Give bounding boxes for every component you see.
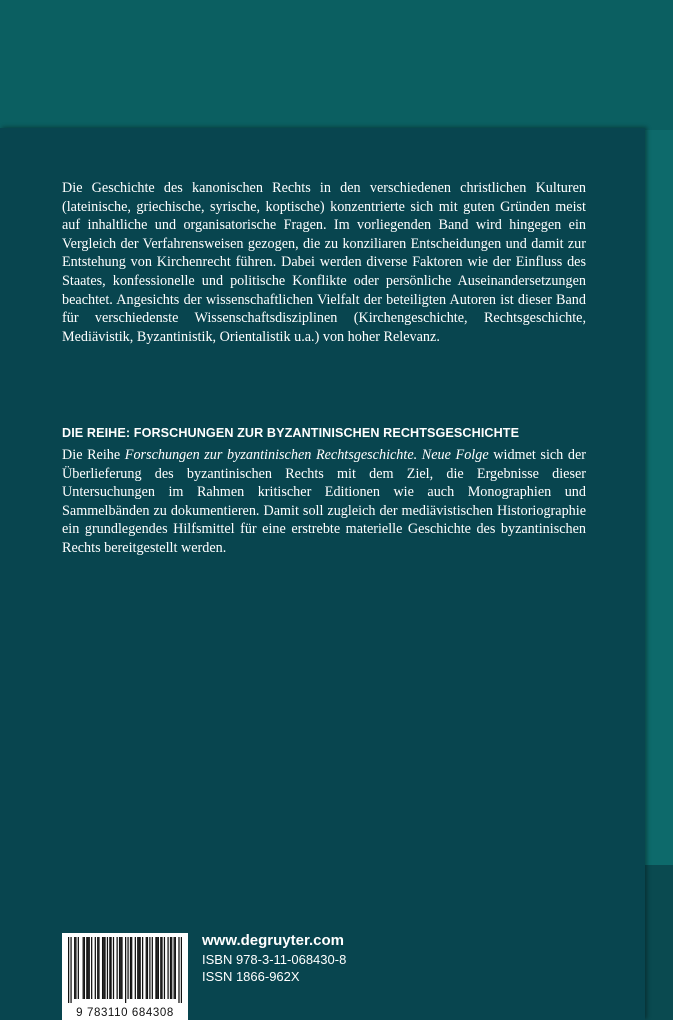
back-cover-panel bbox=[0, 128, 645, 1020]
barcode-bar bbox=[75, 937, 76, 999]
series-title: Forschungen zur byzantinischen Rechtsgeschichte. Neue Folge bbox=[124, 447, 489, 463]
barcode-bar bbox=[117, 937, 118, 999]
barcode-bar bbox=[160, 937, 161, 999]
barcode-bar bbox=[120, 937, 121, 999]
barcode-bar bbox=[98, 937, 99, 999]
barcode-bar bbox=[95, 937, 96, 999]
series-heading: DIE REIHE: FORSCHUNGEN ZUR BYZANTINISCHEN RECHTSGESCHICHTE bbox=[62, 426, 520, 440]
barcode-bar bbox=[84, 937, 85, 999]
barcode-bar bbox=[130, 937, 131, 999]
barcode-bar bbox=[78, 937, 79, 999]
barcode-bar bbox=[74, 937, 75, 999]
book-description: Die Geschichte des kanonischen Rechts in den verschiedenen christlichen Kulturen (lateinische, griechische, syrische, koptische) konzentrierte sich mit guten Gründen meist auf inhaltliche und organisatorische Fragen. Im vorliegenden Band wird hingegen ein Vergleich der Verfahrensweisen gezogen, die zu konziliaren Entscheidungen und damit zur Entstehung von Kirchenrecht führen. Dabei werden diverse Faktoren wie der Einfluss des Staates, konfessionelle und politische Konflikte oder persönliche Auseinandersetzungen beachtet. Angesichts der wissenschaftlichen Vielfalt der beteiligten Autoren ist dieser Band für verschiedenste Wissenschaftsdisziplinen (Kirchengeschichte, Rechtsgeschichte, Mediävistik, Byzantinistik, Orientalistik u.a.) von hoher Relevanz. bbox=[62, 180, 586, 345]
barcode-bar bbox=[161, 937, 162, 999]
barcode-bar bbox=[157, 937, 158, 999]
isbn-line: ISBN 978-3-11-068430-8 bbox=[202, 952, 347, 967]
barcode-bar bbox=[149, 937, 150, 999]
barcode-bar bbox=[103, 937, 104, 999]
barcode-bar bbox=[181, 937, 182, 1003]
barcode-bar bbox=[91, 937, 92, 999]
barcode-bar bbox=[142, 937, 143, 999]
publisher-url: www.degruyter.com bbox=[202, 932, 344, 949]
barcode-bar bbox=[147, 937, 148, 999]
series-text-before: Die Reihe bbox=[62, 447, 125, 463]
barcode-bar bbox=[137, 937, 138, 999]
barcode-number: 9 783110 684308 bbox=[76, 1007, 174, 1019]
barcode-bar bbox=[125, 937, 126, 1003]
barcode-bar bbox=[146, 937, 147, 999]
barcode-bar bbox=[171, 937, 172, 999]
barcode-bar bbox=[86, 937, 87, 999]
barcode-bar bbox=[155, 937, 156, 999]
barcode-bar bbox=[131, 937, 132, 999]
barcode-bar bbox=[164, 937, 165, 999]
barcode-bar bbox=[119, 937, 120, 999]
barcode-bar bbox=[113, 937, 114, 999]
barcode-bar bbox=[178, 937, 179, 1003]
barcode-bars bbox=[68, 937, 182, 1003]
barcode-bar bbox=[158, 937, 159, 999]
barcode-bar bbox=[107, 937, 108, 999]
barcode-bar bbox=[175, 937, 176, 999]
cover-edge-strip-lower bbox=[645, 865, 673, 1020]
issn-line: ISSN 1866-962X bbox=[202, 969, 300, 984]
barcode-bar bbox=[140, 937, 141, 999]
series-text-after: widmet sich der Überlieferung des byzantinischen Rechts mit dem Ziel, die Ergebnisse dieser Untersuchungen im Rahmen kritischer Editionen wie auch Monographien und Sammelbänden zu dokumentieren. Damit soll zugleich der mediävistischen Historiographie ein grundlegendes Hilfsmittel für eine erstrebte materielle Geschichte des byzantinischen Rechts bereitgestellt werden. bbox=[62, 447, 587, 556]
barcode-bar bbox=[152, 937, 153, 999]
barcode-bar bbox=[174, 937, 175, 999]
cover-edge-strip bbox=[645, 130, 673, 865]
barcode-bar bbox=[89, 937, 90, 999]
barcode-bar bbox=[167, 937, 168, 999]
publisher-info bbox=[202, 931, 346, 985]
barcode-bar bbox=[135, 937, 136, 999]
barcode-bar bbox=[170, 937, 171, 999]
barcode-bar bbox=[68, 937, 69, 1003]
barcode-bar bbox=[102, 937, 103, 999]
barcode-bar bbox=[121, 937, 122, 999]
barcode-bar bbox=[70, 937, 71, 1003]
barcode-bar bbox=[87, 937, 88, 999]
barcode-bar bbox=[127, 937, 128, 999]
series-description bbox=[62, 446, 586, 558]
barcode-bar bbox=[138, 937, 139, 999]
isbn-barcode bbox=[62, 933, 188, 1020]
barcode-bar bbox=[104, 937, 105, 999]
barcode-bar bbox=[109, 937, 110, 999]
barcode-bar bbox=[97, 937, 98, 999]
barcode-bar bbox=[110, 937, 111, 999]
barcode-bar bbox=[83, 937, 84, 999]
